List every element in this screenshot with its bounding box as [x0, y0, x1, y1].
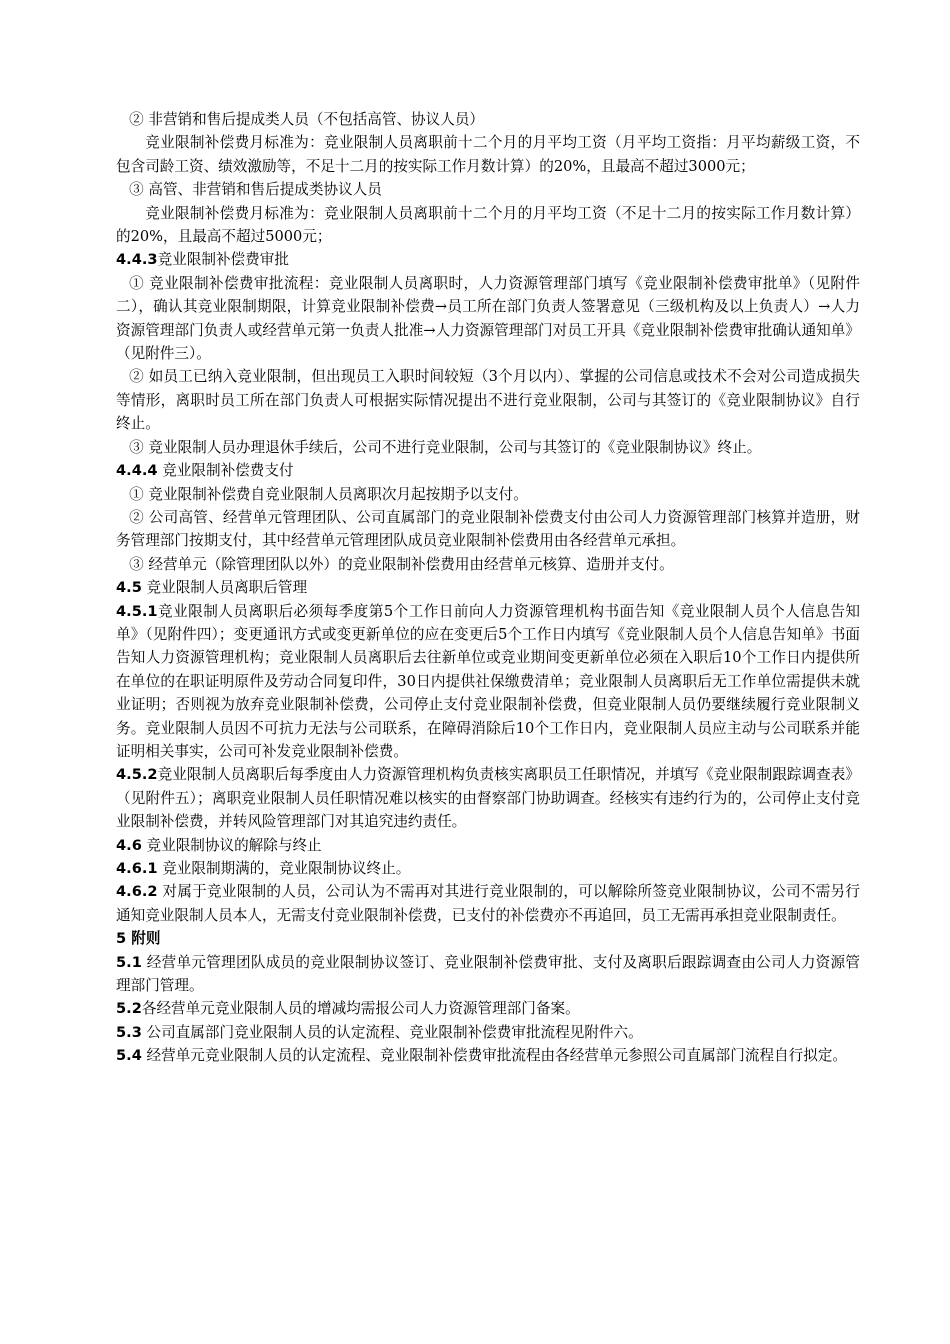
section-number: 5.3 — [116, 1023, 142, 1041]
para-text: 竞业限制补偿费月标准为：竞业限制人员离职前十二个月的月平均工资（月平均工资指：月平均薪级工资，不包含司龄工资、绩效激励等，不足十二月的按实际工作月数计算）的20%，且最高不超过3000元； — [116, 134, 860, 175]
para-text: 经营单元竞业限制人员的认定流程、竞业限制补偿费审批流程由各经营单元参照公司直属部门流程自行拟定。 — [146, 1047, 848, 1065]
para-5-2 — [116, 997, 860, 1020]
para-text: ② 如员工已纳入竞业限制，但出现员工入职时间较短（3个月以内）、掌握的公司信息或技术不会对公司造成损失等情形，离职时员工所在部门负责人可根据实际情况提出不进行竞业限制，公司与其签订的《竞业限制协议》自行终止。 — [116, 368, 860, 433]
section-number: 4.5.2 — [116, 766, 158, 784]
section-number: 5 — [116, 930, 127, 948]
section-title: 竞业限制人员离职后管理 — [146, 579, 308, 597]
section-number: 5.2 — [116, 1000, 142, 1018]
heading-4-4-4 — [116, 459, 860, 482]
para-text: 竞业限制人员离职后每季度由人力资源管理机构负责核实离职员工任职情况，并填写《竞业限制跟踪调查表》（见附件五）；离职竞业限制人员任职情况难以核实的由督察部门协助调查。经核实有违约行为的，公司停止支付竞业限制补偿费，并转风险管理部门对其追究违约责任。 — [116, 766, 860, 831]
para-text: 公司直属部门竞业限制人员的认定流程、竞业限制补偿费审批流程见附件六。 — [146, 1023, 643, 1041]
para-11 — [116, 506, 860, 553]
section-number: 4.5 — [116, 579, 142, 597]
para-8 — [116, 436, 860, 459]
section-title: 竞业限制补偿费支付 — [162, 462, 294, 480]
para-4-6-1 — [116, 857, 860, 880]
section-number: 4.6.2 — [116, 883, 158, 901]
para-5-3 — [116, 1021, 860, 1044]
section-title: 附则 — [131, 930, 161, 948]
section-number: 4.4.4 — [116, 462, 158, 480]
para-4-5-1 — [116, 600, 860, 764]
para-text: ③ 竞业限制人员办理退休手续后，公司不进行竞业限制，公司与其签订的《竞业限制协议》终止。 — [129, 438, 762, 456]
para-text: 对属于竞业限制的人员，公司认为不需再对其进行竞业限制的，可以解除所签竞业限制协议，公司不需另行通知竞业限制人员本人，无需支付竞业限制补偿费，已支付的补偿费亦不再追回，员工无需再承担竞业限制责任。 — [116, 883, 861, 924]
para-text: 各经营单元竞业限制人员的增减均需报公司人力资源管理部门备案。 — [141, 1000, 580, 1018]
section-number: 4.4.3 — [116, 251, 158, 269]
section-number: 4.5.1 — [116, 602, 158, 620]
para-text: 竞业限制人员离职后必须每季度第5个工作日前向人力资源管理机构书面告知《竞业限制人员个人信息告知单》（见附件四）；变更通讯方式或变更新单位的应在变更后5个工作日内填写《竞业限制人员个人信息告知单》书面告知人力资源管理机构；竞业限制人员离职后去往新单位或竞业期间变更新单位必须在入职后10个工作日内提供所在单位的在职证明原件及劳动合同复印件，30日内提供社保缴费清单；竞业限制人员离职后无工作单位需提供未就业证明；否则视为放弃竞业限制补偿费，公司停止支付竞业限制补偿费，但竞业限制人员仍要继续履行竞业限制义务。竞业限制人员因不可抗力无法与公司联系，在障碍消除后10个工作日内，竞业限制人员应主动与公司联系并能证明相关事实，公司可补发竞业限制补偿费。 — [116, 602, 860, 760]
para-text: ② 非营销和售后提成类人员（不包括高管、协议人员） — [129, 111, 485, 128]
para-12 — [116, 553, 860, 576]
para-6 — [116, 272, 860, 366]
para-text: ① 竞业限制补偿费审批流程：竞业限制人员离职时，人力资源管理部门填写《竞业限制补偿费审批单》（见附件二），确认其竞业限制期限，计算竞业限制补偿费→员工所在部门负责人签署意见（三级机构及以上负责人）→人力资源管理部门负责人或经营单元第一负责人批准→人力资源管理部门对员工开具《竞业限制补偿费审批确认通知单》（见附件三）。 — [116, 274, 860, 363]
para-text: 竞业限制补偿费月标准为：竞业限制人员离职前十二个月的月平均工资（不足十二月的按实际工作月数计算）的20%，且最高不超过5000元； — [116, 204, 860, 246]
para-4 — [116, 202, 860, 249]
para-4-6-2 — [116, 880, 860, 927]
para-text: 经营单元管理团队成员的竞业限制协议签订、竞业限制补偿费审批、支付及离职后跟踪调查由公司人力资源管理部门管理。 — [116, 953, 860, 995]
para-text: ③ 经营单元（除管理团队以外）的竞业限制补偿费用由经营单元核算、造册并支付。 — [129, 555, 674, 573]
section-title: 竞业限制补偿费审批 — [157, 251, 289, 269]
heading-4-4-3 — [116, 248, 860, 271]
heading-5 — [116, 927, 860, 950]
para-3 — [116, 178, 860, 201]
section-number: 4.6.1 — [116, 860, 158, 877]
para-1 — [116, 108, 860, 131]
section-number: 5.1 — [116, 953, 142, 971]
para-text: ③ 高管、非营销和售后提成类协议人员 — [129, 181, 382, 199]
para-text: ② 公司高管、经营单元管理团队、公司直属部门的竞业限制补偿费支付由公司人力资源管理部门核算并造册，财务管理部门按期支付，其中经营单元管理团队成员竞业限制补偿费用由各经营单元承担。 — [116, 508, 860, 550]
section-number: 4.6 — [116, 836, 142, 854]
para-4-5-2 — [116, 763, 860, 833]
para-7 — [116, 365, 860, 435]
heading-4-6 — [116, 834, 860, 857]
para-5-1 — [116, 951, 860, 998]
para-2 — [116, 131, 860, 178]
para-text: ① 竞业限制补偿费自竞业限制人员离职次月起按期予以支付。 — [129, 485, 528, 503]
section-title: 竞业限制协议的解除与终止 — [146, 836, 322, 854]
para-10 — [116, 483, 860, 506]
para-5-4 — [116, 1044, 860, 1067]
para-text: 竞业限制期满的，竞业限制协议终止。 — [162, 860, 411, 877]
section-number: 5.4 — [116, 1047, 142, 1065]
heading-4-5 — [116, 576, 860, 599]
